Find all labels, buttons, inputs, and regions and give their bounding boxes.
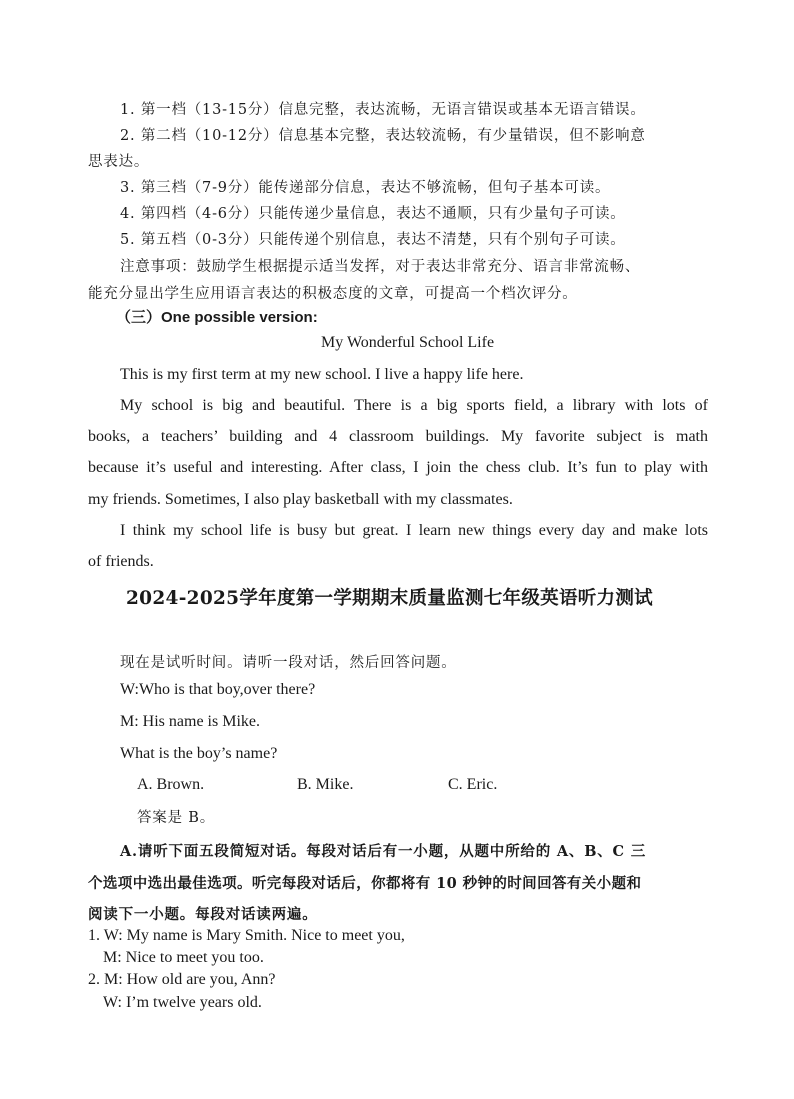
essay-line-3: books, a teachers’ building and 4 classroom buildings. My favorite subject is math <box>88 428 708 445</box>
trial-option-c: C. Eric. <box>448 776 498 793</box>
criteria-line-2: 2. 第二档（10-12分）信息基本完整，表达较流畅，有少量错误，但不影响意 <box>120 128 646 144</box>
dialogue-2-w: W: I’m twelve years old. <box>103 994 262 1011</box>
criteria-line-5: 5. 第五档（0-3分）只能传递个别信息，表达不清楚，只有个别句子可读。 <box>120 232 626 248</box>
essay-line-4: because it’s useful and interesting. After class, I join the chess club. It’s fun to play with <box>88 459 708 476</box>
criteria-line-3: 3. 第三档（7-9分）能传递部分信息，表达不够流畅，但句子基本可读。 <box>120 180 611 196</box>
trial-question: What is the boy’s name? <box>120 745 278 762</box>
dialogue-1-w: 1. W: My name is Mary Smith. Nice to meet you, <box>88 927 405 944</box>
dialogue-1-m: M: Nice to meet you too. <box>103 949 264 966</box>
trial-option-a: A. Brown. <box>137 776 205 793</box>
trial-intro: 现在是试听时间。请听一段对话，然后回答问题。 <box>120 655 457 671</box>
trial-m-line: M: His name is Mike. <box>120 713 260 730</box>
section-a-line-3: 阅读下一小题。每段对话读两遍。 <box>88 906 318 923</box>
section-a-line-2: 个选项中选出最佳选项。听完每段对话后，你都将有 10 秒钟的时间回答有关小题和 <box>88 875 642 892</box>
note-line-1: 注意事项：鼓励学生根据提示适当发挥，对于表达非常充分、语言非常流畅、 <box>120 259 641 275</box>
essay-line-6: I think my school life is busy but great. I learn new things every day and make lots <box>120 522 708 539</box>
essay-line-1: This is my first term at my new school. I live a happy life here. <box>120 366 524 383</box>
essay-title: My Wonderful School Life <box>321 334 495 351</box>
exam-title: 2024-2025学年度第一学期期末质量监测七年级英语听力测试 <box>126 588 653 609</box>
criteria-line-4: 4. 第四档（4-6分）只能传递少量信息，表达不通顺，只有少量句子可读。 <box>120 206 626 222</box>
trial-answer: 答案是 B。 <box>137 810 216 826</box>
note-line-2: 能充分显出学生应用语言表达的积极态度的文章，可提高一个档次评分。 <box>88 286 578 302</box>
essay-line-5: my friends. Sometimes, I also play basketball with my classmates. <box>88 491 513 508</box>
essay-line-7: of friends. <box>88 553 154 570</box>
trial-option-b: B. Mike. <box>297 776 354 793</box>
dialogue-2-m: 2. M: How old are you, Ann? <box>88 971 276 988</box>
trial-w-line: W:Who is that boy,over there? <box>120 681 316 698</box>
section-a-line-1: A.请听下面五段简短对话。每段对话后有一小题，从题中所给的 A、B、C 三 <box>120 843 647 860</box>
criteria-line-2-cont: 思表达。 <box>88 154 150 170</box>
section-label: （三）One possible version: <box>116 309 318 326</box>
criteria-line-1: 1. 第一档（13-15分）信息完整，表达流畅，无语言错误或基本无语言错误。 <box>120 102 646 118</box>
essay-line-2: My school is big and beautiful. There is a big sports field, a library with lots of <box>120 397 708 414</box>
